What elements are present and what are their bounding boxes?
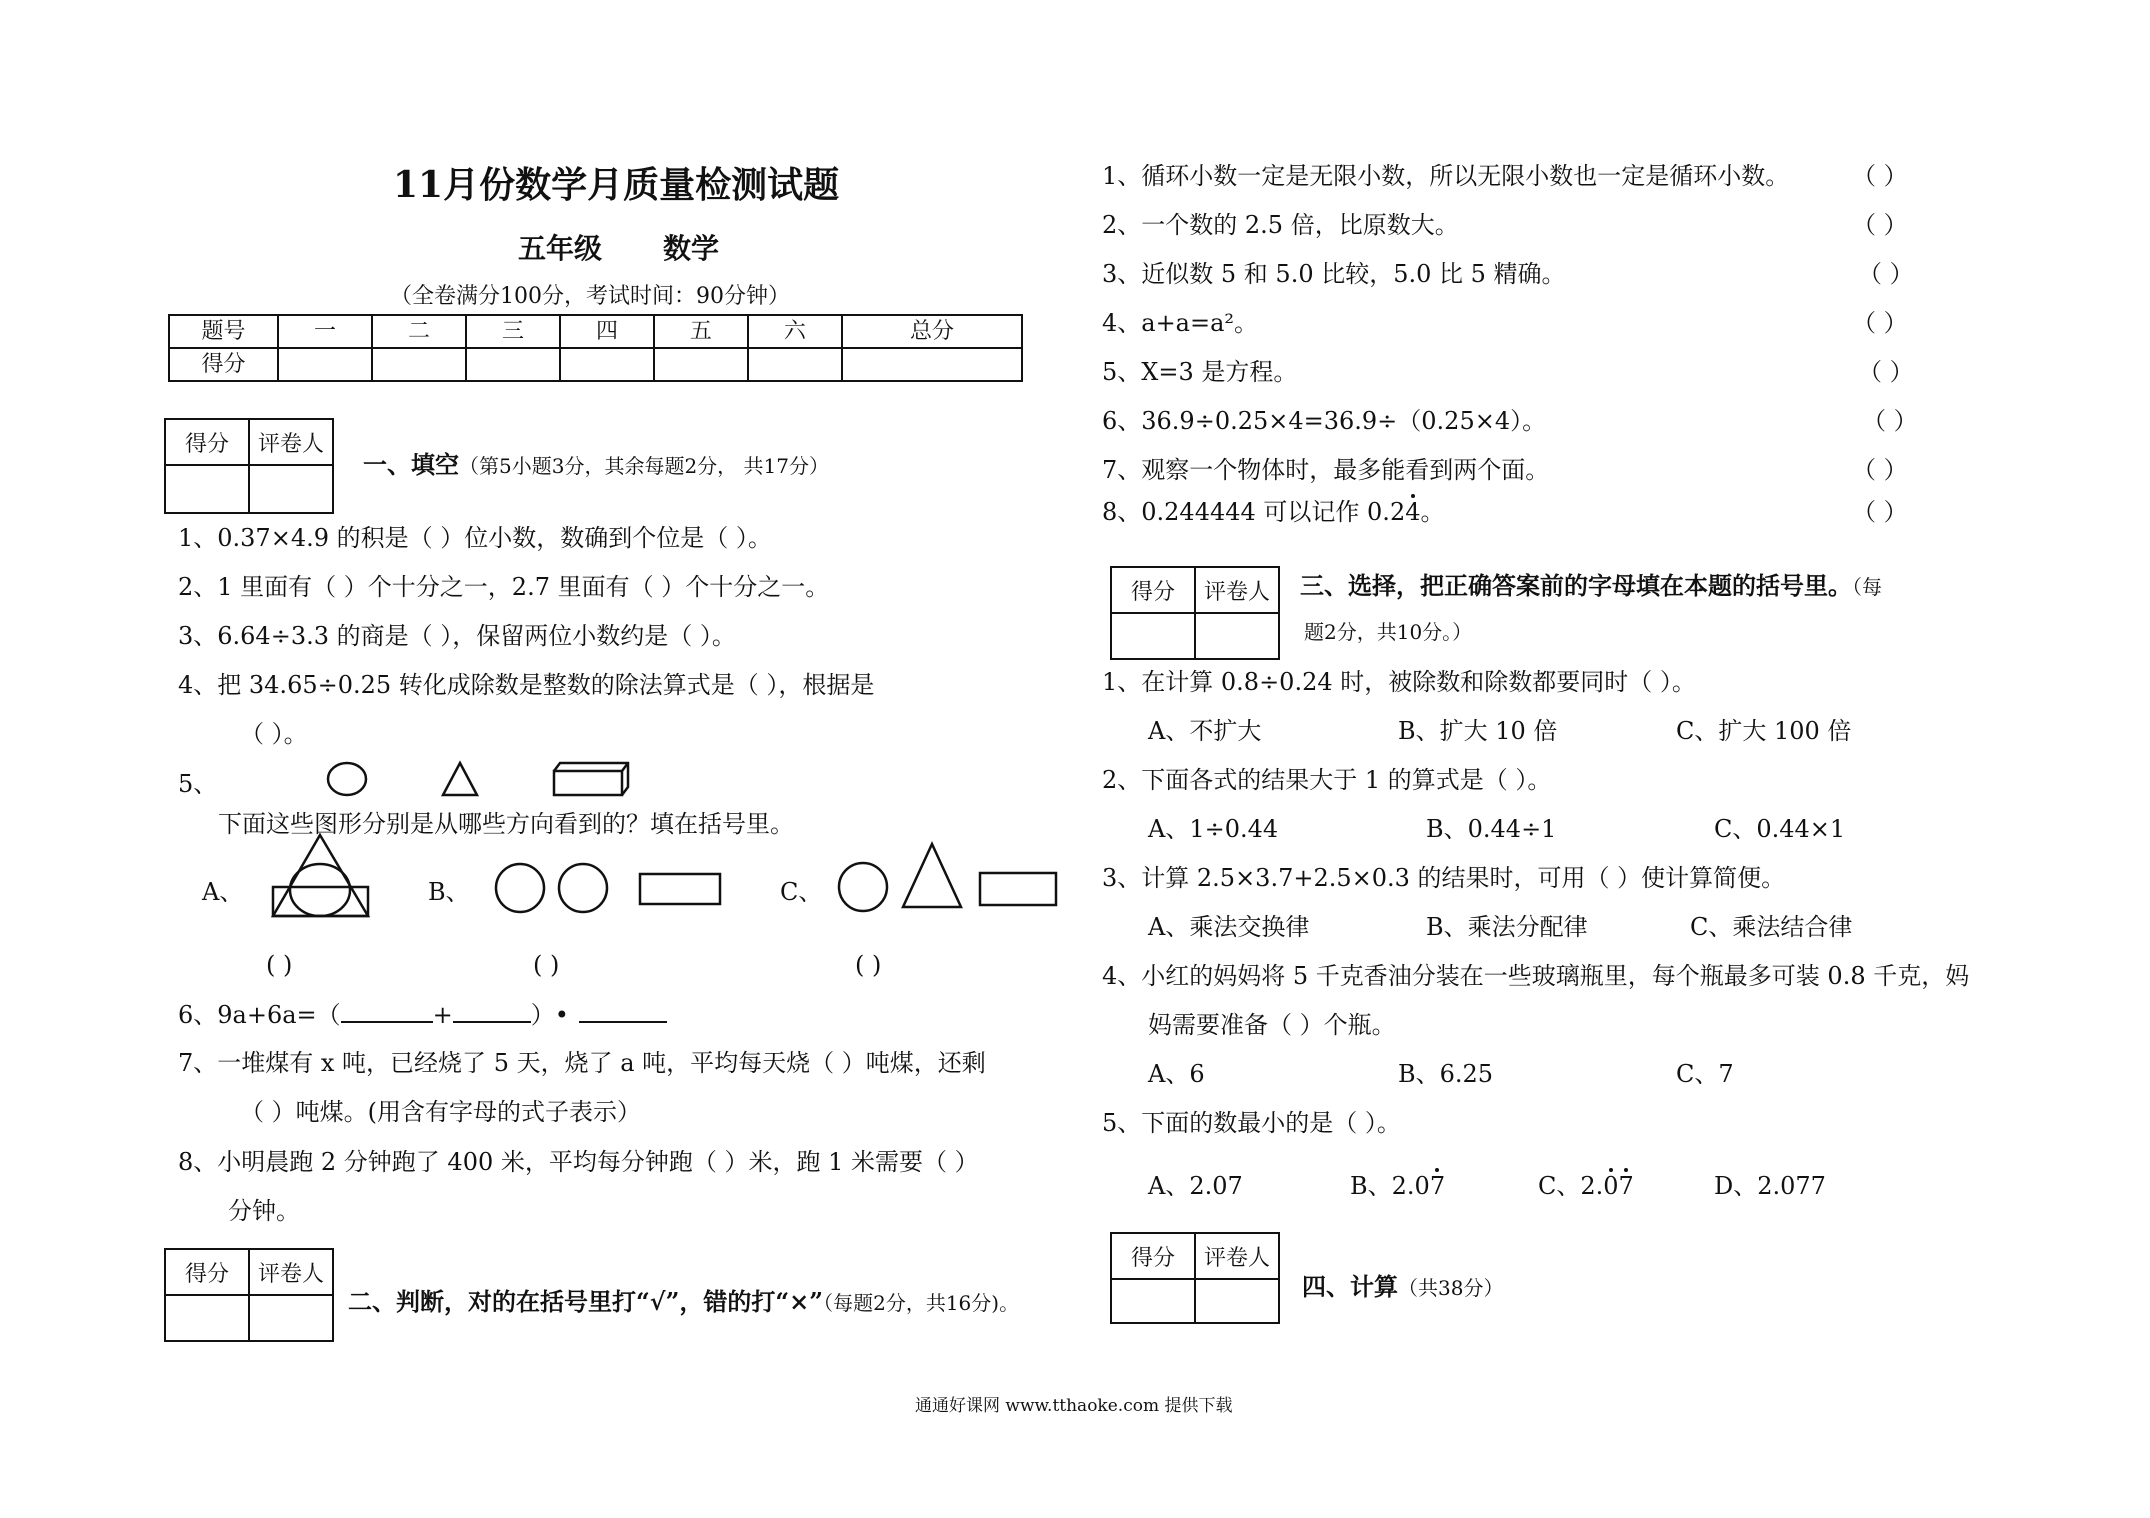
section4-heading	[1302, 1272, 1504, 1301]
judge-item-2: 2、一个数的 2.5 倍，比原数大。	[1102, 211, 1459, 239]
judge-paren-1[interactable]: （ ）	[1852, 162, 1908, 190]
judge-paren-2[interactable]: （ ）	[1852, 211, 1908, 239]
score-col-1: 一	[278, 315, 372, 348]
q1-4-line2: （ ）。	[240, 720, 308, 748]
choice-q3-a[interactable]: A、乘法交换律	[1148, 913, 1310, 941]
choice-q2-c[interactable]: C、0.44×1	[1714, 815, 1846, 843]
choice-q4-line1: 4、小红的妈妈将 5 千克香油分装在一些玻璃瓶里，每个瓶最多可装 0.8 千克，妈	[1102, 962, 1970, 990]
choice-q2: 2、下面各式的结果大于 1 的算式是（ ）。	[1102, 766, 1552, 794]
section3-title: 三、选择，把正确答案前的字母填在本题的括号里。	[1300, 571, 1852, 600]
section1-heading	[363, 450, 829, 479]
judge-item-3: 3、近似数 5 和 5.0 比较，5.0 比 5 精确。	[1102, 260, 1566, 288]
judge-item-8-recurring-digit: 4	[1405, 498, 1421, 526]
choice-q5-a[interactable]: A、2.07	[1148, 1172, 1243, 1200]
q1-1: 1、0.37×4.9 的积是（ ）位小数，数确到个位是（ ）。	[178, 524, 772, 552]
section2-heading	[348, 1287, 1020, 1316]
judge-item-7: 7、观察一个物体时，最多能看到两个面。	[1102, 456, 1550, 484]
section1-title: 一、填空	[363, 450, 459, 479]
judge-item-1: 1、循环小数一定是无限小数，所以无限小数也一定是循环小数。	[1102, 162, 1790, 190]
judge-item-5: 5、X=3 是方程。	[1102, 358, 1298, 386]
q5-reference-shapes	[320, 755, 640, 805]
choice-q4-a[interactable]: A、6	[1148, 1060, 1205, 1088]
choice-q1-b[interactable]: B、扩大 10 倍	[1398, 717, 1558, 745]
judge-paren-4[interactable]: （ ）	[1852, 309, 1908, 337]
score-row-label: 得分	[169, 348, 278, 381]
choice-q3: 3、计算 2.5×3.7+2.5×0.3 的结果时，可用（ ）使计算简便。	[1102, 864, 1786, 892]
choice-q5-c-recurring-digit-2: 7	[1618, 1172, 1634, 1200]
choice-q5-d[interactable]: D、2.077	[1714, 1172, 1826, 1200]
judge-item-8-lead: 8、0.244444 可以记作 0.2	[1102, 498, 1406, 526]
q1-6-lead: 6、9a+6a=（	[178, 1001, 341, 1029]
score-col-total: 总分	[842, 315, 1022, 348]
section4-note: （共38分）	[1398, 1276, 1504, 1300]
score-cell[interactable]	[372, 348, 466, 381]
page-title: 11月份数学月质量检测试题	[393, 164, 840, 206]
section3-note-b: 题2分，共10分。）	[1304, 620, 1473, 644]
q5-option-a-label: A、	[202, 878, 244, 906]
choice-q5: 5、下面的数最小的是（ ）。	[1102, 1109, 1401, 1137]
choice-q5-b-lead: B、2.0	[1350, 1172, 1430, 1200]
choice-q4-c[interactable]: C、7	[1676, 1060, 1734, 1088]
score-col-6: 六	[748, 315, 842, 348]
q5-option-b-label: B、	[428, 878, 470, 906]
judge-item-4: 4、a+a=a²。	[1102, 309, 1259, 337]
section3-heading	[1300, 571, 1882, 600]
q5-answer-a[interactable]: ( )	[266, 951, 293, 979]
judge-item-8-end: 。	[1420, 498, 1445, 526]
grader-box	[164, 1248, 334, 1342]
choice-q3-c[interactable]: C、乘法结合律	[1690, 913, 1853, 941]
q5-answer-c[interactable]: ( )	[855, 951, 882, 979]
choice-q4-b[interactable]: B、6.25	[1398, 1060, 1494, 1088]
grader-box	[1110, 1232, 1280, 1324]
q1-5-text: 下面这些图形分别是从哪些方向看到的？填在括号里。	[218, 810, 794, 838]
q1-6	[178, 1003, 667, 1027]
exam-note: （全卷满分100分，考试时间：90分钟）	[390, 284, 790, 309]
choice-q5-c[interactable]	[1538, 1174, 1634, 1198]
q1-6-close: ）•	[530, 1001, 569, 1029]
score-col-3: 三	[466, 315, 560, 348]
section2-note: （每题2分，共16分)。	[823, 1291, 1020, 1315]
q5-option-b-figure	[490, 858, 730, 918]
q1-8-line2: 分钟。	[228, 1197, 300, 1225]
q5-option-c-figure	[830, 840, 1060, 920]
grader-name-label: 评卷人	[257, 431, 324, 457]
choice-q3-b[interactable]: B、乘法分配律	[1426, 913, 1588, 941]
q1-4-line1: 4、把 34.65÷0.25 转化成除数是整数的除法算式是（ ），根据是	[178, 671, 875, 699]
choice-q1: 1、在计算 0.8÷0.24 时，被除数和除数都要同时（ ）。	[1102, 668, 1696, 696]
grader-name-label: 评卷人	[1203, 1245, 1270, 1271]
score-cell[interactable]	[842, 348, 1022, 381]
score-table-header: 题号	[169, 315, 278, 348]
judge-paren-5[interactable]: （ ）	[1858, 358, 1914, 386]
choice-q5-c-lead: C、2.	[1538, 1172, 1604, 1200]
choice-q5-c-recurring-digit-1: 0	[1603, 1172, 1619, 1200]
choice-q1-a[interactable]: A、不扩大	[1148, 717, 1262, 745]
choice-q5-b[interactable]	[1350, 1174, 1445, 1198]
grader-score-label: 得分	[184, 1261, 229, 1287]
judge-paren-7[interactable]: （ ）	[1852, 456, 1908, 484]
q1-6-plus: +	[432, 1001, 453, 1029]
judge-item-6: 6、36.9÷0.25×4=36.9÷（0.25×4）。	[1102, 407, 1547, 435]
score-cell[interactable]	[466, 348, 560, 381]
score-cell[interactable]	[654, 348, 748, 381]
q1-6-blank-3[interactable]	[579, 1021, 667, 1023]
grader-score-label: 得分	[1130, 1245, 1175, 1271]
q1-7-line2: （ ）吨煤。(用含有字母的式子表示）	[240, 1098, 641, 1126]
choice-q1-c[interactable]: C、扩大 100 倍	[1676, 717, 1852, 745]
grader-box	[1110, 566, 1280, 660]
score-col-4: 四	[560, 315, 654, 348]
grader-box	[164, 418, 334, 514]
section3-note-a: （每	[1852, 575, 1882, 599]
score-table	[168, 314, 1023, 382]
circle-shape	[328, 763, 366, 795]
q5-option-a-figure	[268, 832, 373, 922]
score-col-5: 五	[654, 315, 748, 348]
grader-name-label: 评卷人	[257, 1261, 324, 1287]
judge-paren-6[interactable]: （ ）	[1862, 407, 1918, 435]
score-cell[interactable]	[748, 348, 842, 381]
q1-3: 3、6.64÷3.3 的商是（ ），保留两位小数约是（ ）。	[178, 622, 736, 650]
q1-6-blank-1[interactable]	[341, 1021, 433, 1023]
grader-score-label: 得分	[1130, 579, 1175, 605]
subtitle-subject: 数学	[663, 232, 720, 265]
judge-paren-3[interactable]: （ ）	[1858, 260, 1914, 288]
choice-q2-a[interactable]: A、1÷0.44	[1148, 815, 1279, 843]
choice-q2-b[interactable]: B、0.44÷1	[1426, 815, 1557, 843]
choice-q4-line2: 妈需要准备（ ）个瓶。	[1148, 1011, 1396, 1039]
section1-note: （第5小题3分，其余每题2分， 共17分）	[459, 454, 829, 478]
q1-2: 2、1 里面有（ ）个十分之一，2.7 里面有（ ）个十分之一。	[178, 573, 830, 601]
cuboid-shape	[554, 763, 628, 795]
footer-text: 通通好课网 www.tthaoke.com 提供下载	[915, 1396, 1233, 1416]
q1-5-number: 5、	[178, 770, 218, 798]
section4-title: 四、计算	[1302, 1272, 1398, 1301]
q1-6-blank-2[interactable]	[453, 1021, 531, 1023]
score-cell[interactable]	[560, 348, 654, 381]
judge-paren-8[interactable]: （ ）	[1852, 498, 1908, 526]
grader-name-label: 评卷人	[1203, 579, 1270, 605]
subtitle-grade: 五年级	[518, 232, 603, 265]
grader-score-label: 得分	[184, 431, 229, 457]
choice-q5-b-recurring-digit: 7	[1429, 1172, 1446, 1200]
q1-8-line1: 8、小明晨跑 2 分钟跑了 400 米，平均每分钟跑（ ）米，跑 1 米需要（ ）	[178, 1148, 979, 1176]
q5-option-c-label: C、	[780, 878, 823, 906]
section2-title: 二、判断，对的在括号里打“√”，错的打“×”	[348, 1287, 824, 1316]
judge-item-8	[1102, 500, 1445, 524]
q5-answer-b[interactable]: ( )	[533, 951, 560, 979]
triangle-shape	[443, 763, 477, 795]
q1-7-line1: 7、一堆煤有 x 吨，已经烧了 5 天，烧了 a 吨，平均每天烧（ ）吨煤，还剩	[178, 1049, 986, 1077]
score-col-2: 二	[372, 315, 466, 348]
score-cell[interactable]	[278, 348, 372, 381]
